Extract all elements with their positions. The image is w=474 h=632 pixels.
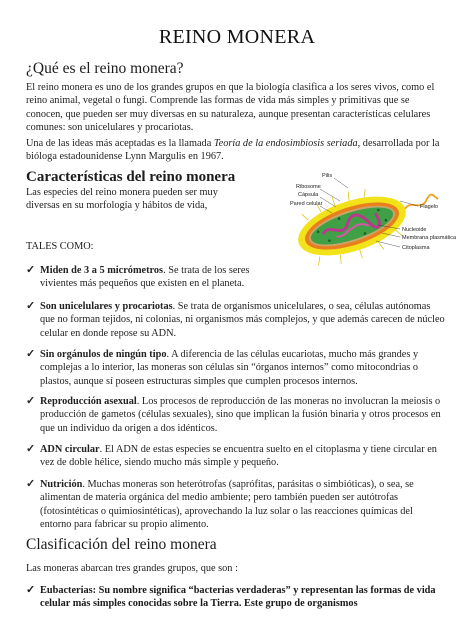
label-nucleoid: Nucleoide xyxy=(402,227,427,233)
item-title: Nutrición xyxy=(40,479,83,490)
item-title: ADN circular xyxy=(40,444,100,455)
item-title: Miden de 3 a 5 micrómetros xyxy=(40,265,164,276)
label-pili: Pilis xyxy=(322,173,333,179)
theory-italic: Teoría de la endosimbiosis seriada xyxy=(213,138,358,149)
check-icon: ✓ xyxy=(26,478,36,490)
list-item xyxy=(26,395,445,435)
list-item xyxy=(26,348,445,388)
check-icon: ✓ xyxy=(26,584,36,596)
item-text: . El ADN de estas especies se encuentra suelto en el citoplasma y tiene circular en vez de doble hélice, siendo mucho más simple y pequeño. xyxy=(40,444,437,469)
theory-text-pre: Una de las ideas más aceptadas es la llamada xyxy=(26,138,214,149)
tales-como-label: TALES COMO: xyxy=(26,241,94,252)
item-text: . A diferencia de las células eucariotas, mucho más grandes y complejas a lo interior, las moneras son células sin “órganos internos” como mitocondrias o plastos, aunque sí poseen estructuras simples que cumplen procesos internos. xyxy=(40,349,419,387)
theory-paragraph xyxy=(26,137,446,164)
intro-paragraph: El reino monera es uno de los grandes grupos en que la biología clasifica a los seres vivos, como el reino animal, vegetal o fungi. Comprende las formas de vida más simples y primitivas que se conocen, que pueden ser muy diversas en su naturaleza, aunque presentan características celulares comunes: son unicelulares y procariotas. xyxy=(26,82,435,134)
label-ribosome: Ribosome xyxy=(296,184,321,190)
check-icon: ✓ xyxy=(26,264,36,276)
item-text: . Se trata de organismos unicelulares, o sea, células autónomas que no forman tejidos, ni colonias, ni organismos más complejos, y que además carecen de núcleo celular en donde repose su ADN. xyxy=(40,301,445,339)
list-item xyxy=(26,443,445,470)
check-icon: ✓ xyxy=(26,443,36,455)
item-title: Reproducción asexual xyxy=(40,396,137,407)
item-text: . Los procesos de reproducción de las moneras no involucran la meiosis o producción de gametos (células sexuales), sino que implican la fusión binaria y otros procesos en que un individuo da origen a dos idénticos. xyxy=(40,396,441,434)
list-item xyxy=(26,478,445,532)
label-cell-wall: Pared celular xyxy=(290,201,323,207)
bacteria-diagram xyxy=(282,171,457,271)
item-text: . Se trata de los seres vivientes más pequeños que existen en el planeta. xyxy=(40,265,250,290)
label-cytoplasm: Citoplasma xyxy=(402,245,430,251)
label-membrane: Membrana plasmática xyxy=(402,235,457,241)
label-flagellum: Flagelo xyxy=(420,204,439,210)
list-item-eubacterias xyxy=(26,584,460,611)
check-icon: ✓ xyxy=(26,395,36,407)
label-capsule: Cápsula xyxy=(298,192,319,198)
list-item xyxy=(26,264,275,291)
theory-text-post: , desarrollada por la bióloga estadounidense Lynn Margulis en 1967. xyxy=(26,138,440,163)
check-icon: ✓ xyxy=(26,300,36,312)
section-heading-que-es: ¿Qué es el reino monera? xyxy=(26,60,184,77)
item-text: . Muchas moneras son heterótrofas (saprófitas, parásitas o simbióticas), o sea, se alimentan de materia orgánica del medio ambiente; pero también pueden ser autótrofas (fotosintéticas o quimiosintéticas), aprovechando la luz solar o las reacciones químicas del entorno para fabricar su propio alimento. xyxy=(40,479,414,531)
item-title: Sin orgánulos de ningún tipo xyxy=(40,349,167,360)
section-heading-clasificacion: Clasificación del reino monera xyxy=(26,536,217,553)
characteristics-intro: Las especies del reino monera pueden ser muy diversas en su morfología y hábitos de vida, xyxy=(26,187,218,212)
check-icon: ✓ xyxy=(26,348,36,360)
item-title: Son unicelulares y procariotas xyxy=(40,301,173,312)
section-heading-caracteristicas: Características del reino monera xyxy=(26,169,236,185)
page-title: REINO MONERA xyxy=(158,26,316,48)
item-text: Eubacterias: Su nombre significa “bacterias verdaderas” y representan las formas de vida celular más simples conocidas sobre la Tierra. Este grupo de organismos xyxy=(40,585,436,610)
list-item xyxy=(26,300,445,340)
classification-intro: Las moneras abarcan tres grandes grupos, que son : xyxy=(26,563,238,574)
